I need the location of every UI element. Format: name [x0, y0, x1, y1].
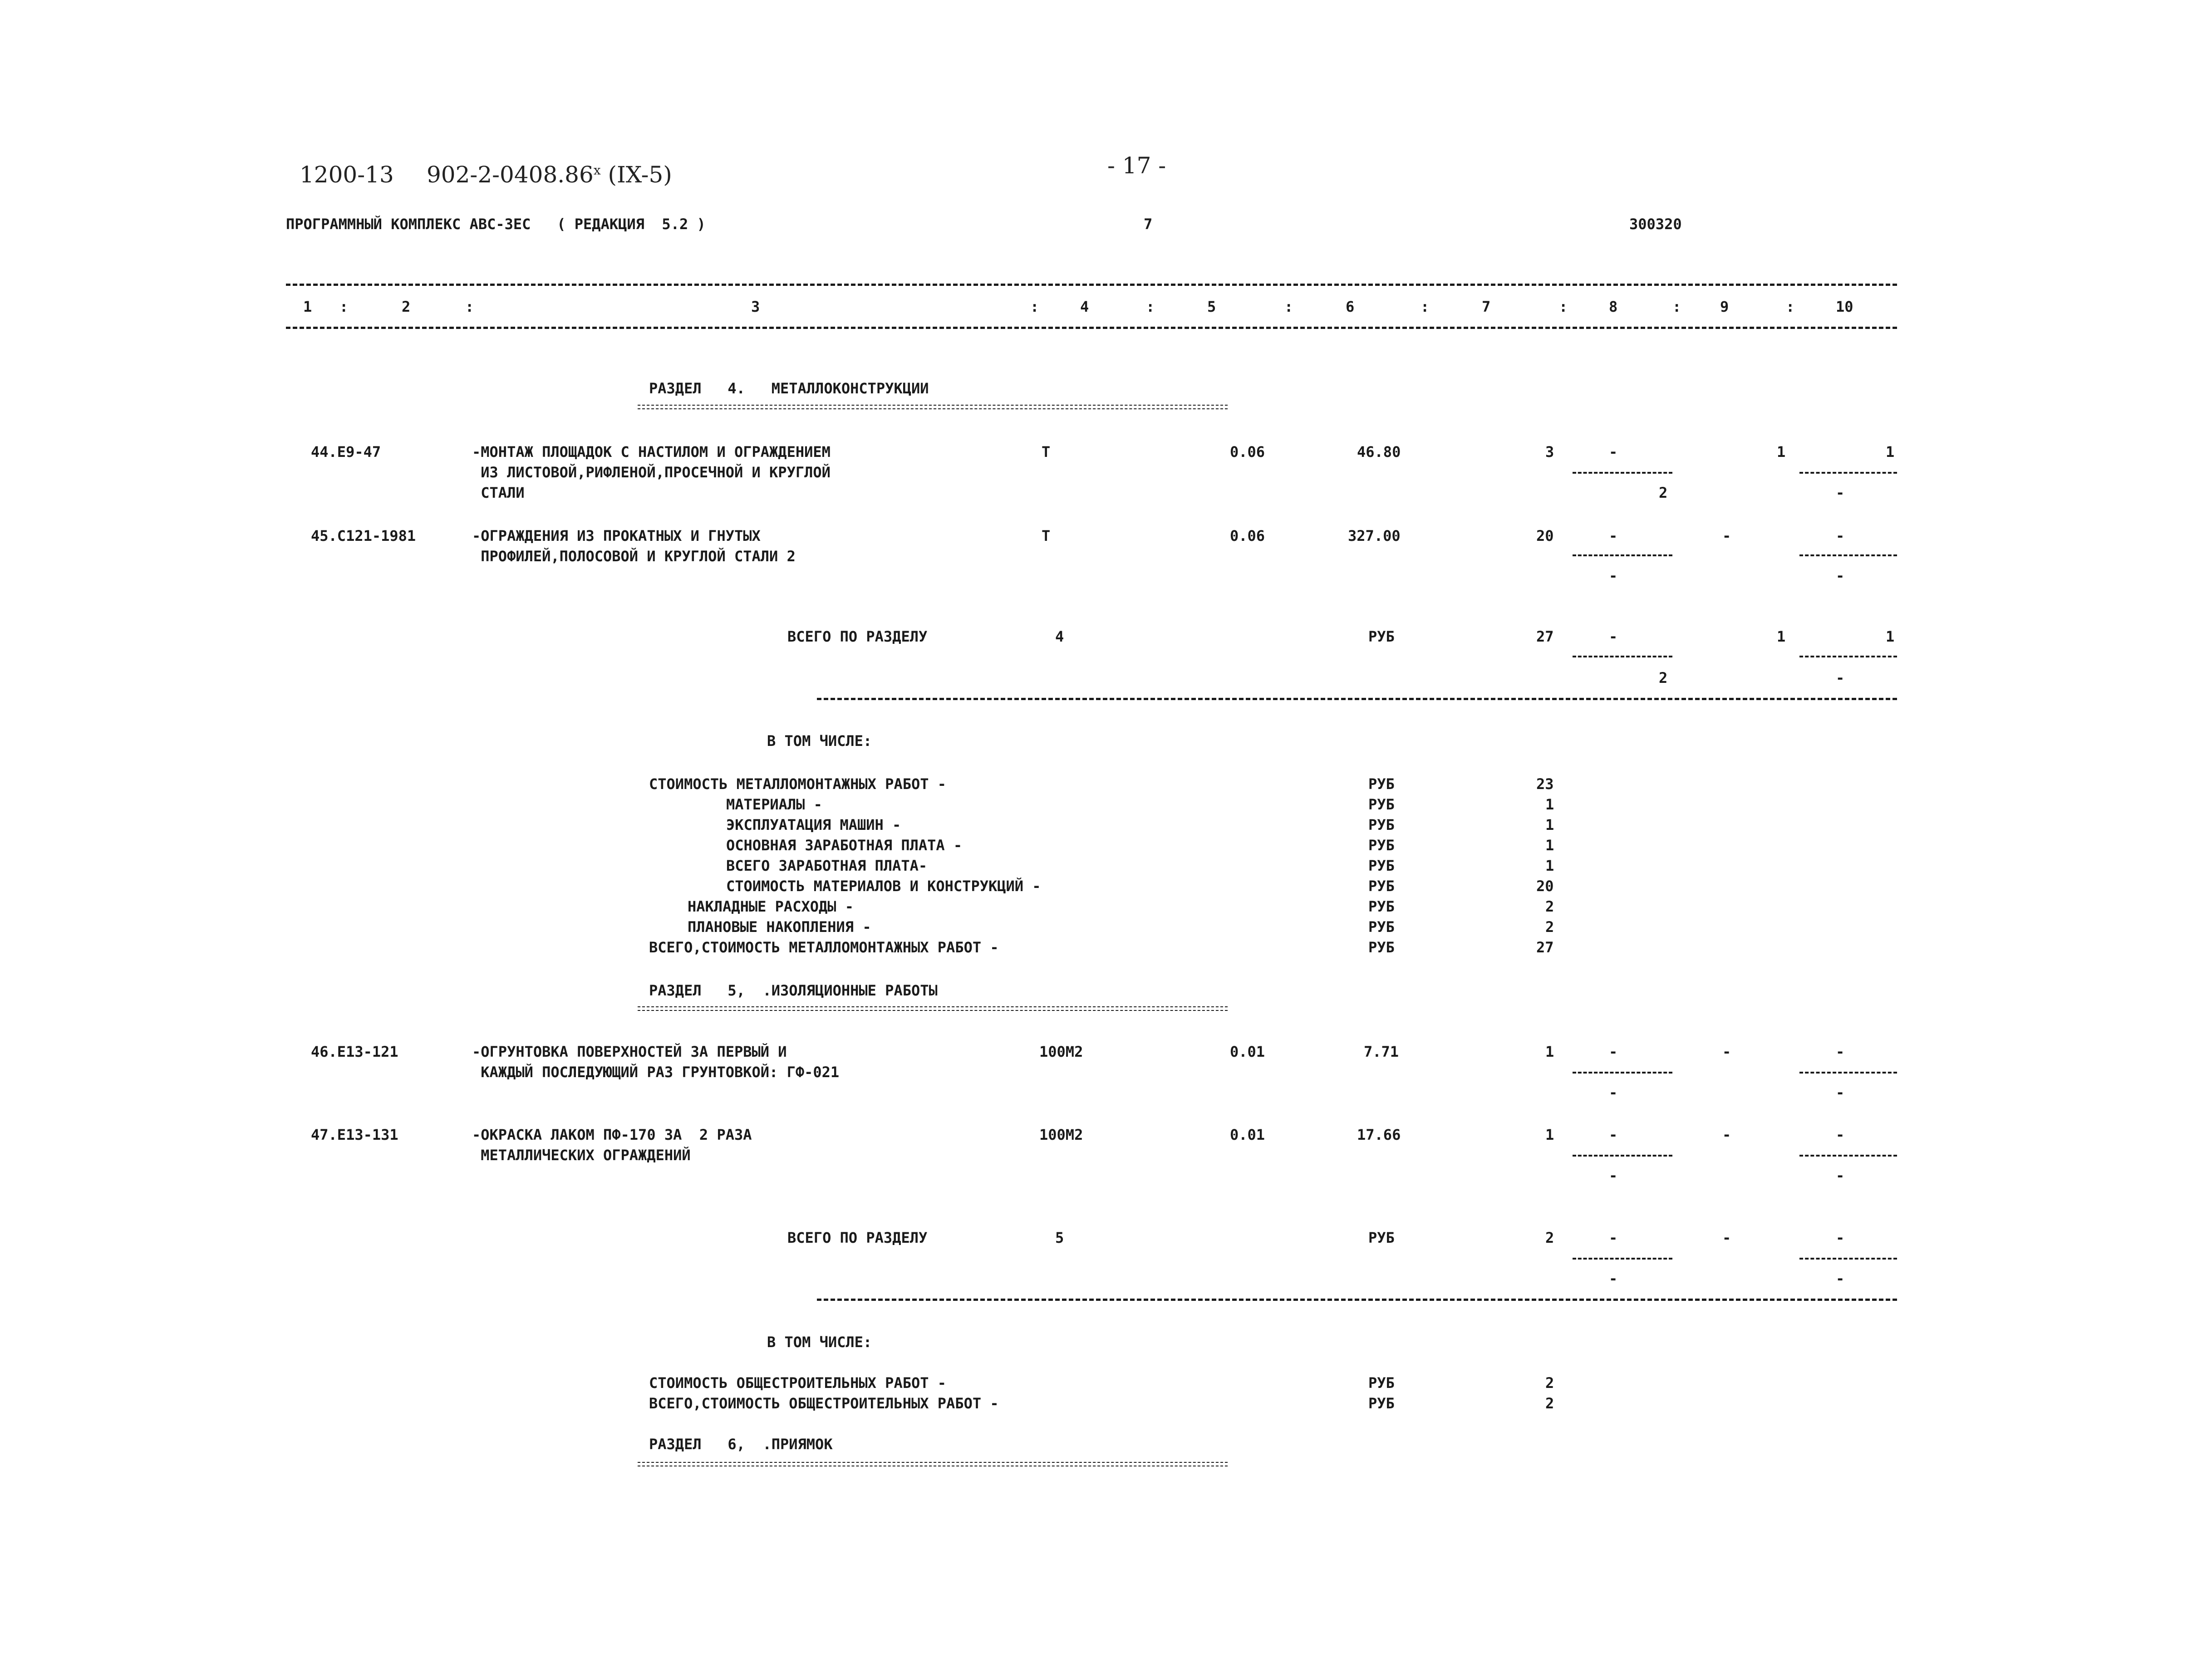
- total-label: ВСЕГО ПО РАЗДЕЛУ: [787, 1229, 928, 1246]
- total-unit: РУБ: [1368, 1229, 1395, 1246]
- row-c8-top: -: [1609, 527, 1618, 544]
- col-5: 5: [1207, 298, 1216, 315]
- fraction-line: [1799, 1155, 1897, 1157]
- row-number: 45.С121-1981: [311, 527, 416, 544]
- doc-project-suffix: (IX-5): [608, 162, 672, 188]
- breakdown-value: 2: [1545, 898, 1554, 915]
- col-2: 2: [402, 298, 411, 315]
- fraction-line: [1799, 554, 1897, 556]
- col-10: 10: [1836, 298, 1853, 315]
- breakdown-unit: РУБ: [1368, 857, 1395, 874]
- row-unit: Т: [1042, 527, 1051, 544]
- doc-project-sup: x: [593, 162, 601, 178]
- breakdown-unit: РУБ: [1368, 837, 1395, 854]
- col-sep: :: [465, 298, 474, 315]
- row-price: 327.00: [1348, 527, 1401, 544]
- fraction-line: [1573, 472, 1672, 474]
- fraction-line: [1799, 472, 1897, 474]
- row-c10-bottom: -: [1836, 1084, 1845, 1101]
- row-c10-top: -: [1836, 1043, 1845, 1060]
- total-unit: РУБ: [1368, 628, 1395, 645]
- breakdown-label: ПЛАНОВЫЕ НАКОПЛЕНИЯ -: [688, 918, 871, 936]
- section-6-title: РАЗДЕЛ 6, .ПРИЯМОК: [649, 1436, 833, 1453]
- row-description: -ОГРАЖДЕНИЯ ИЗ ПРОКАТНЫХ И ГНУТЫХ: [472, 527, 761, 544]
- row-description: -ОКРАСКА ЛАКОМ ПФ-170 ЗА 2 РАЗА: [472, 1126, 752, 1143]
- row-c10-bottom: -: [1836, 1167, 1845, 1184]
- row-c8-top: -: [1609, 1043, 1618, 1060]
- fraction-line: [1799, 1072, 1897, 1074]
- total-c8-top: -: [1609, 628, 1618, 645]
- col-sep: :: [1284, 298, 1293, 315]
- total-c7: 27: [1536, 628, 1554, 645]
- col-sep: :: [1786, 298, 1795, 315]
- fraction-line: [1573, 656, 1672, 657]
- row-c8-bottom: -: [1609, 567, 1618, 584]
- total-c8-bottom: -: [1609, 1270, 1618, 1287]
- col-8: 8: [1609, 298, 1618, 315]
- row-c8-bottom: -: [1609, 1084, 1618, 1101]
- fraction-line: [1573, 1155, 1672, 1157]
- col-sep: :: [1030, 298, 1039, 315]
- section-5-title: РАЗДЕЛ 5, .ИЗОЛЯЦИОННЫЕ РАБОТЫ: [649, 982, 938, 999]
- breakdown-unit: РУБ: [1368, 918, 1395, 936]
- breakdown-label: ВСЕГО ЗАРАБОТНАЯ ПЛАТА-: [726, 857, 928, 874]
- row-c10-top: -: [1836, 1126, 1845, 1143]
- doc-code2: 300320: [1629, 216, 1682, 233]
- row-description: МЕТАЛЛИЧЕСКИХ ОГРАЖДЕНИЙ: [472, 1147, 691, 1164]
- row-unit: 100М2: [1039, 1043, 1083, 1060]
- total-c9: 1: [1777, 628, 1786, 645]
- row-c10-top: 1: [1886, 443, 1895, 461]
- row-description: ПРОФИЛЕЙ,ПОЛОСОВОЙ И КРУГЛОЙ СТАЛИ 2: [472, 548, 796, 565]
- breakdown-value: 1: [1545, 837, 1554, 854]
- col-7: 7: [1482, 298, 1491, 315]
- row-c8-top: -: [1609, 443, 1618, 461]
- breakdown-value: 2: [1545, 918, 1554, 936]
- row-number: 47.Е13-131: [311, 1126, 398, 1143]
- section-4-title: РАЗДЕЛ 4. МЕТАЛЛОКОНСТРУКЦИИ: [649, 380, 929, 397]
- total-c8-top: -: [1609, 1229, 1618, 1246]
- breakdown-unit: РУБ: [1368, 898, 1395, 915]
- row-c9: 1: [1777, 443, 1786, 461]
- col-sep: :: [1421, 298, 1430, 315]
- breakdown-value: 1: [1545, 857, 1554, 874]
- row-c9: -: [1722, 1126, 1731, 1143]
- breakdown-label: ВСЕГО,СТОИМОСТЬ МЕТАЛЛОМОНТАЖНЫХ РАБОТ -: [649, 939, 999, 956]
- program-num: 7: [1144, 216, 1153, 233]
- program-label: ПРОГРАММНЫЙ КОМПЛЕКС АВС-3ЕС ( РЕДАКЦИЯ 5.2 ): [286, 216, 706, 233]
- breakdown-label: СТОИМОСТЬ МЕТАЛЛОМОНТАЖНЫХ РАБОТ -: [649, 775, 947, 793]
- row-c9: -: [1722, 527, 1731, 544]
- row-qty: 0.01: [1230, 1126, 1265, 1143]
- header-rule-bottom: [286, 327, 1897, 329]
- row-c7: 1: [1545, 1126, 1554, 1143]
- total-label: ВСЕГО ПО РАЗДЕЛУ: [787, 628, 928, 645]
- fraction-line: [1573, 1072, 1672, 1074]
- breakdown-label: МАТЕРИАЛЫ -: [726, 796, 822, 813]
- total-c8-bottom: 2: [1659, 669, 1668, 686]
- total-c10-top: 1: [1886, 628, 1895, 645]
- breakdown-value: 1: [1545, 816, 1554, 833]
- total-c10-top: -: [1836, 1229, 1845, 1246]
- row-description: -ОГРУНТОВКА ПОВЕРХНОСТЕЙ ЗА ПЕРВЫЙ И: [472, 1043, 787, 1060]
- col-sep: :: [339, 298, 349, 315]
- doc-project-number: 902-2-0408.86: [427, 162, 594, 188]
- breakdown-value: 20: [1536, 878, 1554, 895]
- breakdown-label: ВСЕГО,СТОИМОСТЬ ОБЩЕСТРОИТЕЛЬНЫХ РАБОТ -: [649, 1395, 999, 1412]
- row-description: КАЖДЫЙ ПОСЛЕДУЮЩИЙ РАЗ ГРУНТОВКОЙ: ГФ-021: [472, 1064, 840, 1081]
- breakdown-value: 2: [1545, 1374, 1554, 1392]
- row-c10-top: -: [1836, 527, 1845, 544]
- row-description: ИЗ ЛИСТОВОЙ,РИФЛЕНОЙ,ПРОСЕЧНОЙ И КРУГЛОЙ: [472, 464, 831, 481]
- row-c8-bottom: 2: [1659, 484, 1668, 501]
- total-section-number: 5: [1055, 1229, 1064, 1246]
- row-c8-top: -: [1609, 1126, 1618, 1143]
- including-label: В ТОМ ЧИСЛЕ:: [767, 732, 872, 750]
- col-1: 1: [303, 298, 312, 315]
- fraction-line: [1799, 1258, 1897, 1260]
- doc-project: [427, 163, 672, 186]
- row-number: 46.Е13-121: [311, 1043, 398, 1060]
- breakdown-unit: РУБ: [1368, 1395, 1395, 1412]
- col-sep: :: [1559, 298, 1568, 315]
- row-c8-bottom: -: [1609, 1167, 1618, 1184]
- section-6-underline: [638, 1462, 1228, 1466]
- breakdown-unit: РУБ: [1368, 796, 1395, 813]
- breakdown-label: НАКЛАДНЫЕ РАСХОДЫ -: [688, 898, 854, 915]
- breakdown-value: 23: [1536, 775, 1554, 793]
- col-6: 6: [1346, 298, 1355, 315]
- breakdown-unit: РУБ: [1368, 775, 1395, 793]
- row-unit: Т: [1042, 443, 1051, 461]
- row-unit: 100М2: [1039, 1126, 1083, 1143]
- breakdown-value: 1: [1545, 796, 1554, 813]
- total-section-number: 4: [1055, 628, 1064, 645]
- row-c7: 20: [1536, 527, 1554, 544]
- breakdown-unit: РУБ: [1368, 939, 1395, 956]
- col-3: 3: [751, 298, 760, 315]
- col-sep: :: [1146, 298, 1155, 315]
- breakdown-label: СТОИМОСТЬ МАТЕРИАЛОВ И КОНСТРУКЦИЙ -: [726, 878, 1041, 895]
- row-description: -МОНТАЖ ПЛОЩАДОК С НАСТИЛОМ И ОГРАЖДЕНИЕМ: [472, 443, 831, 461]
- row-price: 46.80: [1357, 443, 1401, 461]
- col-4: 4: [1080, 298, 1089, 315]
- breakdown-label: ЭКСПЛУАТАЦИЯ МАШИН -: [726, 816, 901, 833]
- row-number: 44.Е9-47: [311, 443, 381, 461]
- row-qty: 0.01: [1230, 1043, 1265, 1060]
- total-rule: [817, 698, 1897, 700]
- fraction-line: [1799, 656, 1897, 657]
- section-4-underline: [638, 405, 1228, 409]
- fraction-line: [1573, 554, 1672, 556]
- breakdown-label: ОСНОВНАЯ ЗАРАБОТНАЯ ПЛАТА -: [726, 837, 963, 854]
- row-price: 17.66: [1357, 1126, 1401, 1143]
- breakdown-unit: РУБ: [1368, 816, 1395, 833]
- breakdown-value: 27: [1536, 939, 1554, 956]
- col-9: 9: [1720, 298, 1729, 315]
- total-c7: 2: [1545, 1229, 1554, 1246]
- including-label: В ТОМ ЧИСЛЕ:: [767, 1334, 872, 1351]
- total-rule: [817, 1299, 1897, 1301]
- row-qty: 0.06: [1230, 527, 1265, 544]
- col-sep: :: [1672, 298, 1681, 315]
- breakdown-label: СТОИМОСТЬ ОБЩЕСТРОИТЕЛЬНЫХ РАБОТ -: [649, 1374, 947, 1392]
- row-c9: -: [1722, 1043, 1731, 1060]
- row-c10-bottom: -: [1836, 484, 1845, 501]
- total-c10-bottom: -: [1836, 1270, 1845, 1287]
- breakdown-unit: РУБ: [1368, 878, 1395, 895]
- breakdown-unit: РУБ: [1368, 1374, 1395, 1392]
- total-c9: -: [1722, 1229, 1731, 1246]
- section-5-underline: [638, 1006, 1228, 1011]
- row-c10-bottom: -: [1836, 567, 1845, 584]
- row-qty: 0.06: [1230, 443, 1265, 461]
- doc-code: 1200-13: [300, 162, 394, 188]
- page-number: - 17 -: [1107, 152, 1166, 179]
- breakdown-value: 2: [1545, 1395, 1554, 1412]
- header-rule-top: [286, 284, 1897, 286]
- row-c7: 1: [1545, 1043, 1554, 1060]
- row-price: 7.71: [1364, 1043, 1399, 1060]
- fraction-line: [1573, 1258, 1672, 1260]
- total-c10-bottom: -: [1836, 669, 1845, 686]
- row-description: СТАЛИ: [472, 484, 525, 501]
- row-c7: 3: [1545, 443, 1554, 461]
